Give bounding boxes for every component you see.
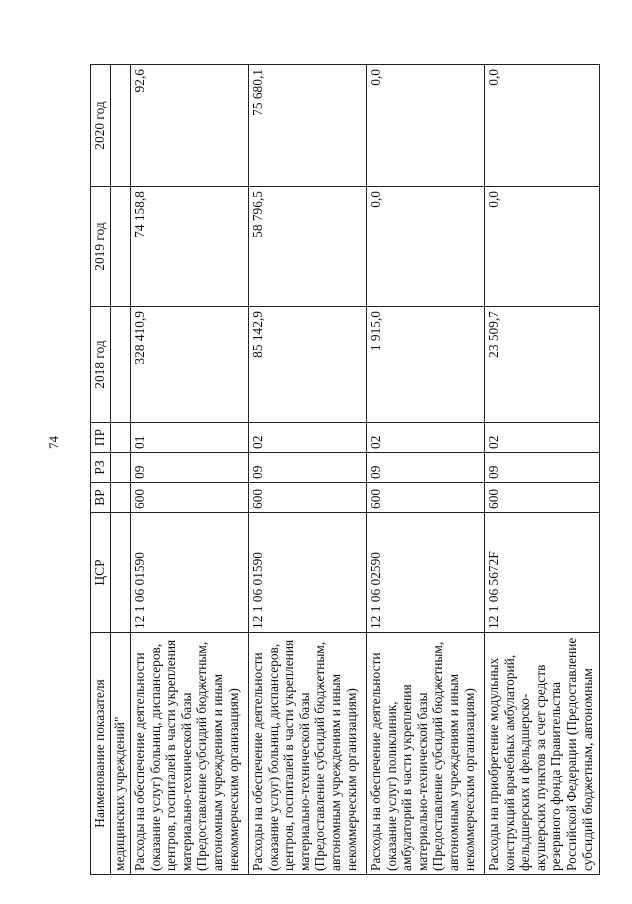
- row-rz: 09: [367, 453, 485, 483]
- row-rz: 09: [249, 453, 367, 483]
- table-row: [131, 65, 249, 875]
- row-rz: 09: [485, 453, 600, 483]
- row-name: Расходы на обеспечение деятельности (оказание услуг) больниц, диспансеров, центров, госпиталей в части укрепления материально-технической базы (Предоставление субсидий бюджетным, автономным учреждениям и иным некоммерческим организациям): [131, 633, 249, 875]
- row-pr: 01: [131, 423, 249, 453]
- header-2019: 2019 год: [91, 187, 111, 307]
- row-vr: 600: [485, 483, 600, 513]
- header-2020: 2020 год: [91, 65, 111, 187]
- row-2020: 75 680,1: [249, 65, 367, 187]
- row-2019: 74 158,8: [131, 187, 249, 307]
- header-vr: ВР: [91, 483, 111, 513]
- row-2018: 85 142,9: [249, 307, 367, 423]
- row-vr: 600: [131, 483, 249, 513]
- row-rz: 09: [131, 453, 249, 483]
- page-number: 74: [46, 436, 61, 449]
- table-row: [367, 65, 485, 875]
- header-name: Наименование показателя: [91, 633, 111, 875]
- header-row: [91, 65, 111, 875]
- row-pr: 02: [485, 423, 600, 453]
- row-2020: 0,0: [485, 65, 600, 187]
- row-2018: 1 915,0: [367, 307, 485, 423]
- row-2018: 328 410,9: [131, 307, 249, 423]
- continuation-text: медицинских учреждений": [111, 633, 131, 875]
- row-pr: 02: [249, 423, 367, 453]
- row-vr: 600: [367, 483, 485, 513]
- budget-table-rotated: [90, 65, 610, 875]
- table-row: [249, 65, 367, 875]
- row-2019: 0,0: [485, 187, 600, 307]
- row-2020: 0,0: [367, 65, 485, 187]
- row-2019: 0,0: [367, 187, 485, 307]
- row-pr: 02: [367, 423, 485, 453]
- row-name: Расходы на приобретение модульных конструкций врачебных амбулаторий, фельдшерских и фельдшерско-акушерских пунктов за счет средств резервного фонда Правительства Российской Федерации (Предоставление субсидий бюджетным, автономным: [485, 633, 600, 875]
- table-row: [485, 65, 600, 875]
- header-rz: РЗ: [91, 453, 111, 483]
- row-2019: 58 796,5: [249, 187, 367, 307]
- continuation-row: [111, 65, 131, 875]
- row-2020: 92,6: [131, 65, 249, 187]
- row-csr: 12 1 06 02590: [367, 513, 485, 633]
- row-2018: 23 509,7: [485, 307, 600, 423]
- budget-table: [90, 64, 600, 875]
- row-vr: 600: [249, 483, 367, 513]
- row-csr: 12 1 06 01590: [249, 513, 367, 633]
- row-name: Расходы на обеспечение деятельности (оказание услуг) поликлиник, амбулаторий в части укрепления материально-технической базы (Предоставление субсидий бюджетным, автономным учреждениям и иным некоммерческим организациям): [367, 633, 485, 875]
- header-pr: ПР: [91, 423, 111, 453]
- row-name: Расходы на обеспечение деятельности (оказание услуг) больниц, диспансеров, центров, госпиталей в части укрепления материально-технической базы (Предоставление субсидий бюджетным, автономным учреждениям и иным некоммерческим организациям): [249, 633, 367, 875]
- row-csr: 12 1 06 5672F: [485, 513, 600, 633]
- row-csr: 12 1 06 01590: [131, 513, 249, 633]
- header-2018: 2018 год: [91, 307, 111, 423]
- header-csr: ЦСР: [91, 513, 111, 633]
